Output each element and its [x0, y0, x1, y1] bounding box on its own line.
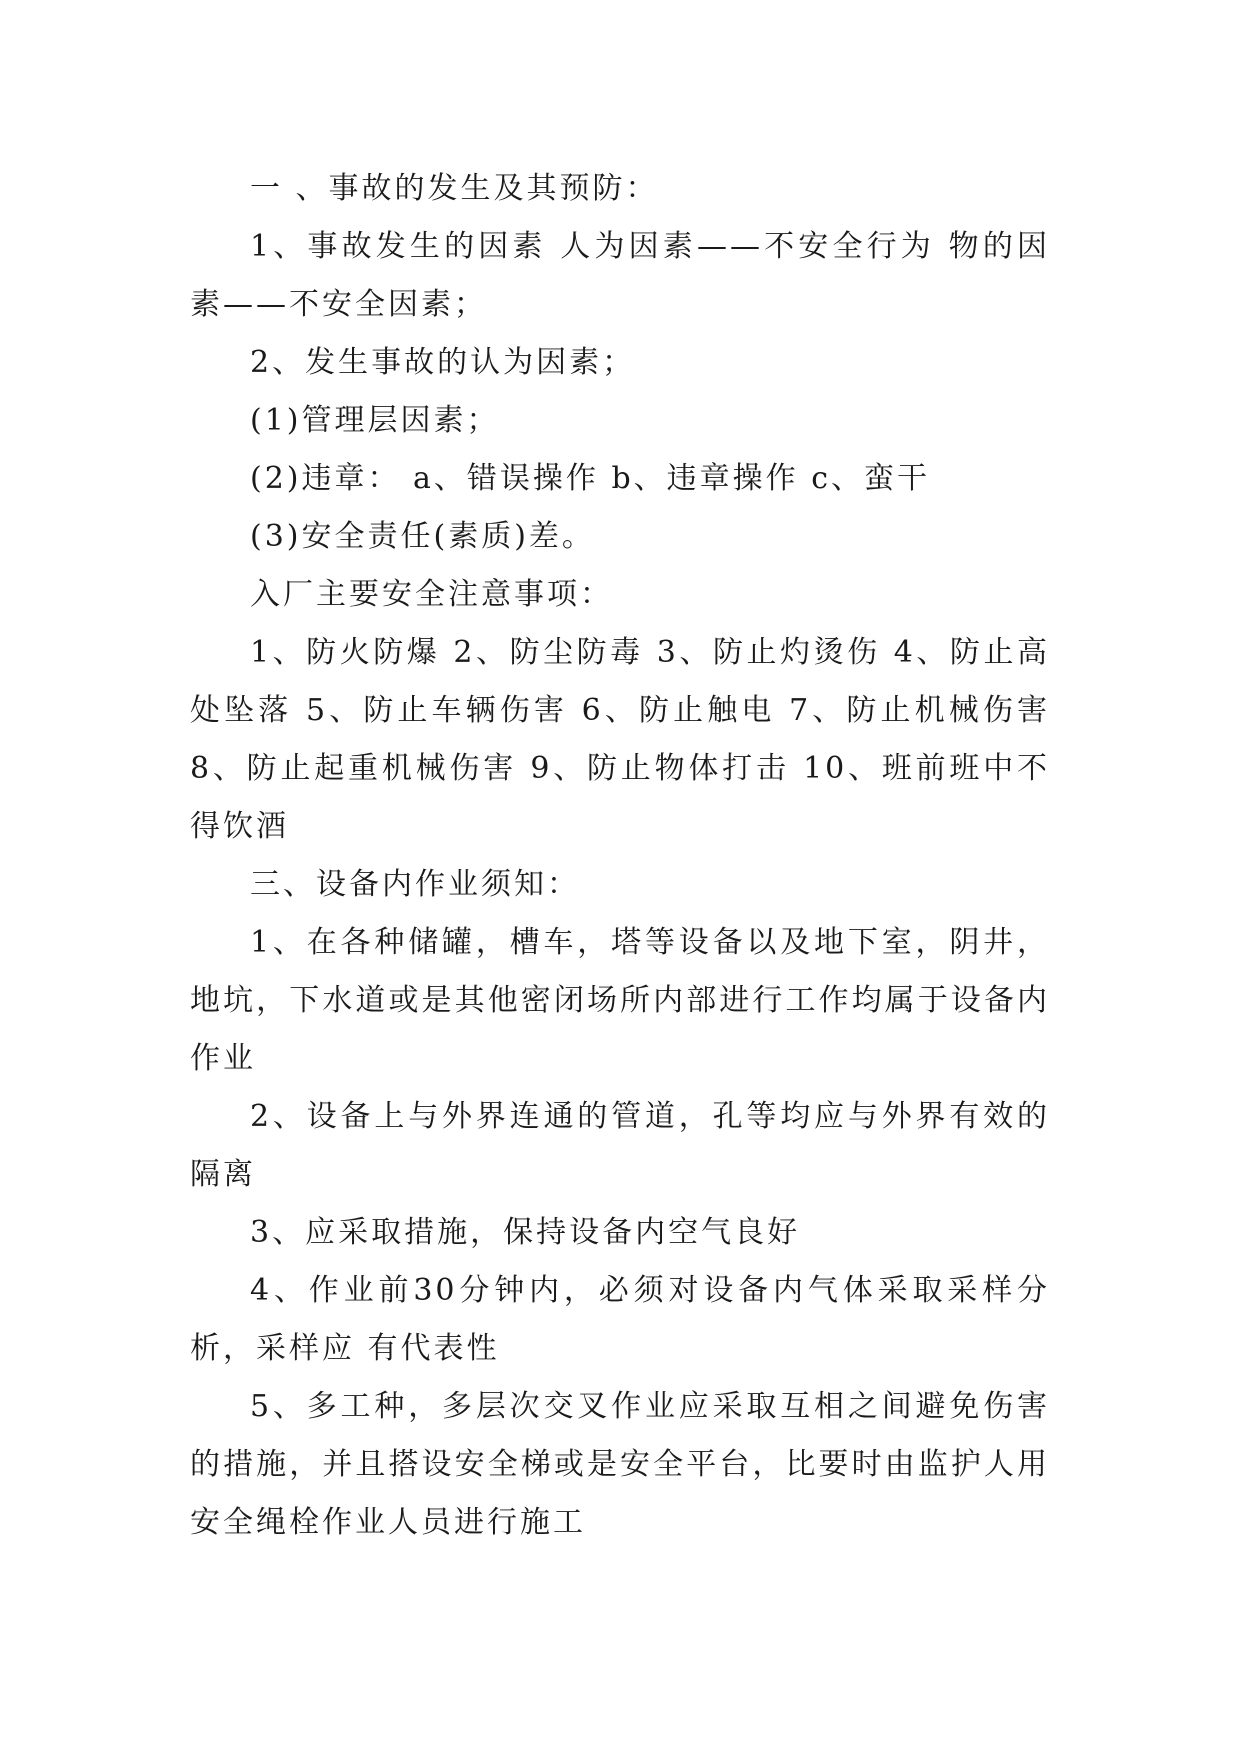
paragraph-entry-safety-list: 1、防火防爆 2、防尘防毒 3、防止灼烫伤 4、防止高处坠落 5、防止车辆伤害 6、防止触电 7、防止机械伤害 8、防止起重机械伤害 9、防止物体打击 10、班前班中不得饮酒: [190, 635, 1050, 844]
paragraph-confined-space-4: 4、作业前30分钟内，必须对设备内气体采取采样分析，采样应 有代表性: [190, 1273, 1050, 1366]
paragraph-confined-space-2: 2、设备上与外界连通的管道，孔等均应与外界有效的隔离: [190, 1099, 1050, 1192]
section-heading-confined-space: 三、设备内作业须知：: [250, 867, 580, 902]
paragraph-accident-factors: 1、事故发生的因素 人为因素——不安全行为 物的因素——不安全因素；: [190, 229, 1050, 322]
paragraph-responsibility: (3)安全责任(素质)差。: [250, 519, 595, 554]
paragraph-confined-space-5: 5、多工种，多层次交叉作业应采取互相之间避免伤害的措施，并且搭设安全梯或是安全平台，比要时由监护人用安全绳栓作业人员进行施工: [190, 1389, 1050, 1540]
paragraph-human-factors: 2、发生事故的认为因素；: [250, 345, 636, 380]
section-heading-accident-prevention: 一 、事故的发生及其预防：: [250, 171, 659, 206]
document-body: [190, 160, 1050, 1552]
section-heading-entry-safety: 入厂主要安全注意事项：: [250, 577, 613, 612]
paragraph-management-factors: (1)管理层因素；: [250, 403, 500, 438]
paragraph-violations: (2)违章： a、错误操作 b、违章操作 c、蛮干: [250, 461, 930, 496]
paragraph-confined-space-3: 3、应采取措施，保持设备内空气良好: [250, 1215, 801, 1250]
paragraph-confined-space-1: 1、在各种储罐，槽车，塔等设备以及地下室，阴井，地坑，下水道或是其他密闭场所内部进行工作均属于设备内作业: [190, 925, 1050, 1076]
